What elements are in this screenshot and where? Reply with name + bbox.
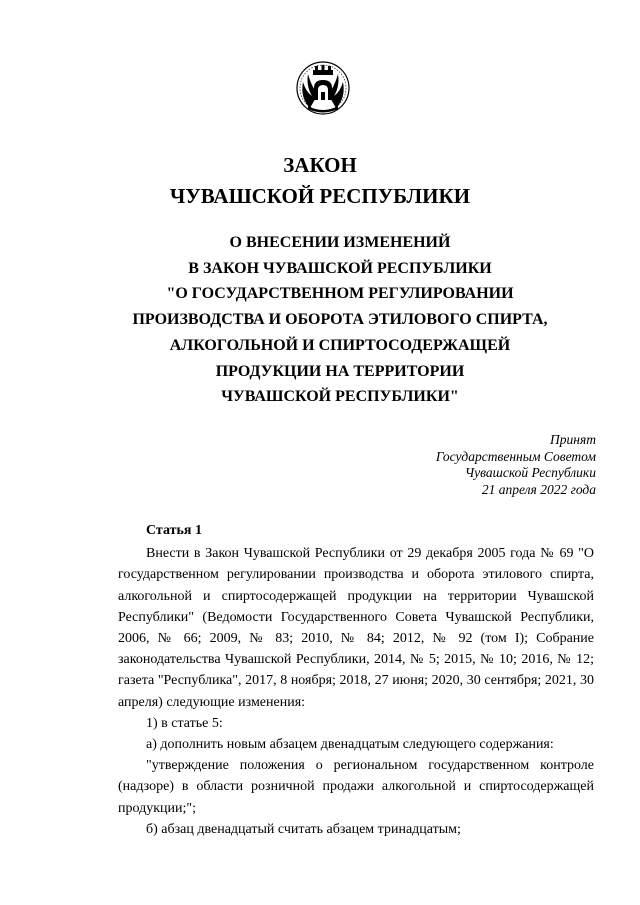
subtitle-line: ЧУВАШСКОЙ РЕСПУБЛИКИ": [221, 388, 459, 406]
article-subitem: а) дополнить новым абзацем двенадцатым следующего содержания:: [146, 737, 554, 753]
subtitle-line: В ЗАКОН ЧУВАШСКОЙ РЕСПУБЛИКИ: [188, 259, 492, 277]
article-body: [118, 520, 594, 840]
adoption-line: Чувашской Республики: [464, 465, 596, 480]
title-line-republic: ЧУВАШСКОЙ РЕСПУБЛИКИ: [169, 184, 471, 208]
subtitle-line: АЛКОГОЛЬНОЙ И СПИРТОСОДЕРЖАЩЕЙ: [169, 336, 511, 354]
subtitle-line: ПРОДУКЦИИ НА ТЕРРИТОРИИ: [215, 362, 465, 380]
article-intro: Внести в Закон Чувашской Республики от 29 декабря 2005 года № 69 "О государственном регулировании производства и оборота этилового спирта, алкогольной и спиртосодержащей продукции на территории Чувашской Республики" (Ведомости Государственного Совета Чувашской Республики, 2006, № 66; 2009, № 83; 2010, № 84; 2012, № 92 (том I); Собрание законодательства Чувашской Республики, 2014, № 5; 2015, № 10; 2016, № 12; газета "Республика", 2017, 8 ноября; 2018, 27 июня; 2020, 30 сентября; 2021, 30 апреля) следующие изменения:: [118, 546, 594, 710]
article-quote: "утверждение положения о региональном государственном контроле (надзоре) в области розничной продажи алкогольной и спиртосодержащей продукции;";: [118, 758, 594, 816]
subtitle-line: ПРОИЗВОДСТВА И ОБОРОТА ЭТИЛОВОГО СПИРТА,: [132, 311, 548, 329]
law-subtitle: [110, 230, 570, 410]
law-title: [0, 150, 640, 212]
article-subitem: б) абзац двенадцатый считать абзацем тринадцатым;: [146, 821, 461, 837]
adoption-line: Государственным Советом: [435, 448, 596, 464]
article-item: 1) в статье 5:: [146, 715, 223, 731]
title-line-law: ЗАКОН: [283, 153, 357, 177]
adoption-line: Принят: [550, 432, 596, 447]
adoption-date: 21 апреля 2022 года: [481, 481, 596, 497]
article-title: Статья 1: [146, 523, 202, 538]
subtitle-line: "О ГОСУДАРСТВЕННОМ РЕГУЛИРОВАНИИ: [166, 285, 514, 303]
subtitle-line: О ВНЕСЕНИИ ИЗМЕНЕНИЙ: [229, 234, 451, 251]
coat-of-arms-icon: [294, 58, 352, 116]
adoption-note: [380, 432, 596, 498]
